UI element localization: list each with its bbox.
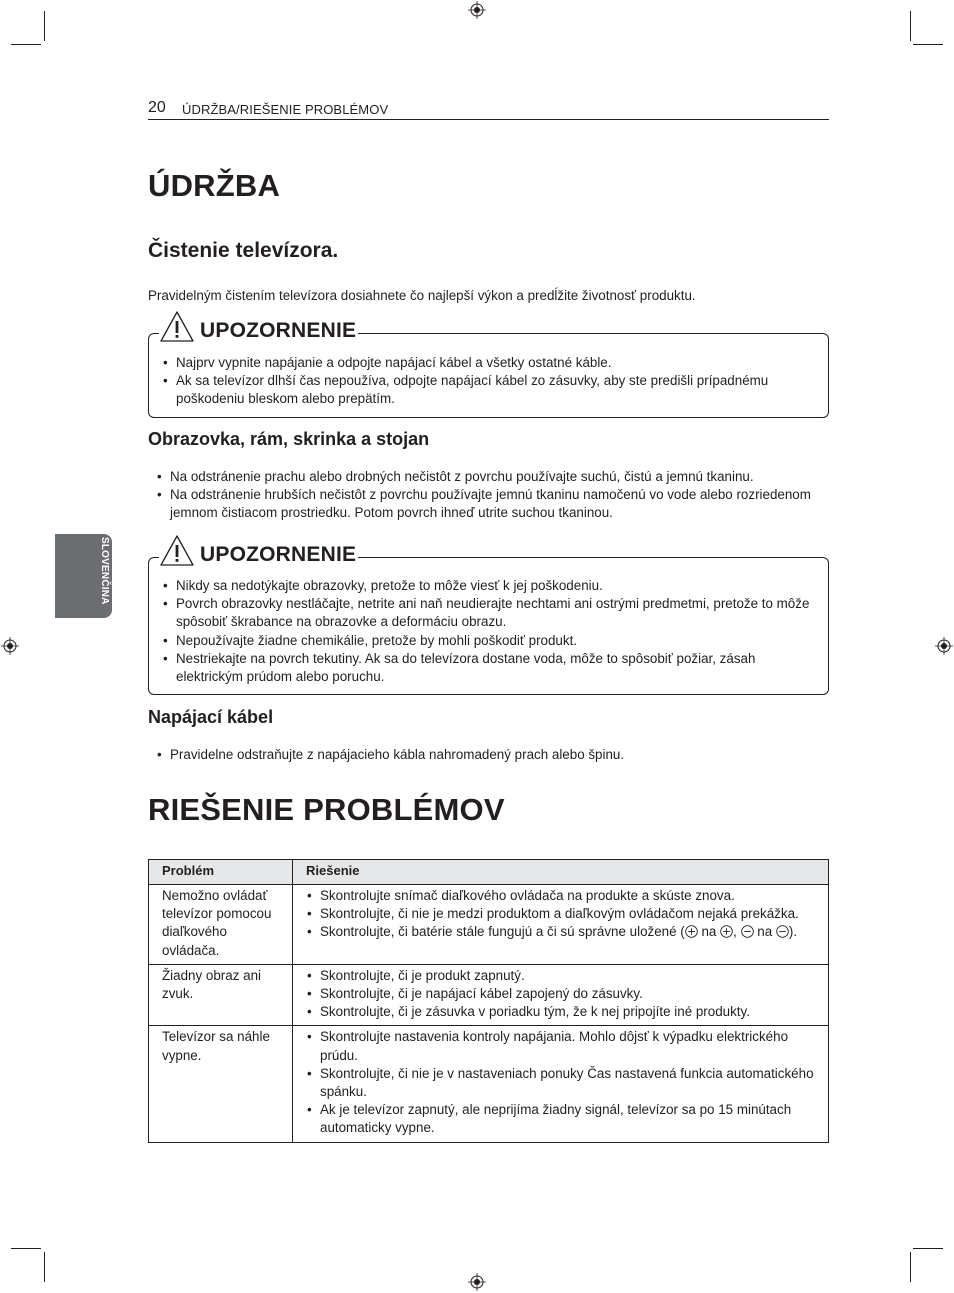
running-head: ÚDRŽBA/RIEŠENIE PROBLÉMOV [182,102,389,117]
list-item: • Skontrolujte, či je napájací kábel zapojený do zásuvky. [306,985,818,1003]
battery-text-mid: na [697,924,721,940]
problem-cell: Nemožno ovládať televízor pomocou diaľkového ovládača. [149,885,293,965]
minus-circle-icon [741,925,754,938]
caution-box-2 [148,543,829,695]
screen-section-list [156,468,816,523]
troubleshooting-title: RIEŠENIE PROBLÉMOV [148,792,505,827]
list-item: • Nepoužívajte žiadne chemikálie, pretože by mohli poškodiť produkt. [162,632,817,650]
crop-mark [910,11,911,41]
crop-mark [910,1252,911,1282]
list-item: • Nestriekajte na povrch tekutiny. Ak sa do televízora dostane voda, môže to spôsobiť požiar, zásah elektrickým prúdom alebo poruchu. [162,650,817,686]
list-item: • Skontrolujte, či je zásuvka v poriadku tým, že k nej pripojíte iné produkty. [306,1003,818,1021]
caution-header [159,310,358,344]
list-item: • Skontrolujte, či nie je v nastaveniach ponuky Čas nastavená funkcia automatického spánku. [306,1065,818,1101]
caution-header [159,534,358,568]
battery-text-mid: na [753,924,776,940]
list-item: • Najprv vypnite napájanie a odpojte napájací kábel a všetky ostatné káble. [162,354,817,372]
solution-list [306,967,818,1022]
table-header-row [149,860,829,885]
plus-circle-icon [720,925,733,938]
table-row [149,1026,829,1142]
warning-triangle-icon [159,310,195,344]
screen-section-title: Obrazovka, rám, skrinka a stojan [148,429,430,449]
crop-mark [913,1248,943,1249]
cable-section-title: Napájací kábel [148,707,274,727]
caution-title: UPOZORNENIE [200,319,357,342]
registration-mark-icon [468,1273,486,1291]
list-item: • Nikdy sa nedotýkajte obrazovky, pretože to môže viesť k jej poškodeniu. [162,577,817,595]
solution-cell [293,1026,829,1142]
caution-title: UPOZORNENIE [200,543,357,566]
table-row [149,885,829,965]
crop-mark [11,44,41,45]
problem-cell: Televízor sa náhle vypne. [149,1026,293,1142]
list-item: • Pravidelne odstraňujte z napájacieho kábla nahromadený prach alebo špinu. [156,746,816,764]
caution-list [162,354,817,409]
table-row [149,964,829,1026]
crop-mark [11,1248,41,1249]
language-side-tab-label: SLOVENČINA [99,537,110,605]
solution-cell [293,964,829,1026]
registration-mark-icon [468,1,486,19]
caution-list [162,577,817,686]
maintenance-title: ÚDRŽBA [148,168,281,203]
crop-mark [913,44,943,45]
column-header-solution: Riešenie [293,860,829,885]
battery-text-suffix: ). [788,924,798,940]
list-item [306,923,818,941]
list-item: • Skontrolujte, či nie je medzi produktom a diaľkovým ovládačom nejaká prekážka. [306,905,818,923]
list-item: • Skontrolujte nastavenia kontroly napájania. Mohlo dôjsť k výpadku elektrického prúdu. [306,1028,818,1064]
list-item: • Skontrolujte snímač diaľkového ovládača na produkte a skúste znova. [306,887,818,905]
caution-box-1 [148,319,829,418]
crop-mark [44,1252,45,1282]
list-item: • Na odstránenie hrubších nečistôt z povrchu používajte jemnú tkaninu namočenú vo vode alebo rozriedenom jemnom čistiacom prostriedku. Potom povrch ihneď utrite suchou tkaninou. [156,486,816,522]
page-header [148,99,829,120]
column-header-problem: Problém [149,860,293,885]
cleaning-intro: Pravidelným čistením televízora dosiahnete čo najlepší výkon a predĺžite životnosť produktu. [148,288,696,303]
warning-triangle-icon [159,534,195,568]
list-item: • Ak sa televízor dlhší čas nepoužíva, odpojte napájací kábel zo zásuvky, aby ste predišli prípadnému poškodeniu bleskom alebo prepätím. [162,372,817,408]
minus-circle-icon [776,925,789,938]
cable-section-list [156,746,816,764]
solution-list [306,887,818,942]
page-number: 20 [148,99,166,116]
crop-mark [44,11,45,41]
list-item: • Ak je televízor zapnutý, ale neprijíma žiadny signál, televízor sa po 15 minútach automaticky vypne. [306,1101,818,1137]
battery-text-prefix: Skontrolujte, či batérie stále fungujú a či sú správne uložené ( [320,924,685,940]
solution-cell [293,885,829,965]
cleaning-title: Čistenie televízora. [148,239,339,262]
plus-circle-icon [685,925,698,938]
battery-text-mid: , [733,924,741,940]
troubleshooting-table [148,859,829,1143]
solution-list [306,1028,818,1137]
problem-cell: Žiadny obraz ani zvuk. [149,964,293,1026]
registration-mark-icon [1,637,19,655]
list-item: • Povrch obrazovky nestláčajte, netrite ani naň neudierajte nechtami ani ostrými predmetmi, pretože to môže spôsobiť škrabance na obrazovke a deformáciu obrazu. [162,595,817,631]
list-item: • Na odstránenie prachu alebo drobných nečistôt z povrchu používajte suchú, čistú a jemnú tkaninu. [156,468,816,486]
list-item: • Skontrolujte, či je produkt zapnutý. [306,967,818,985]
registration-mark-icon [935,637,953,655]
